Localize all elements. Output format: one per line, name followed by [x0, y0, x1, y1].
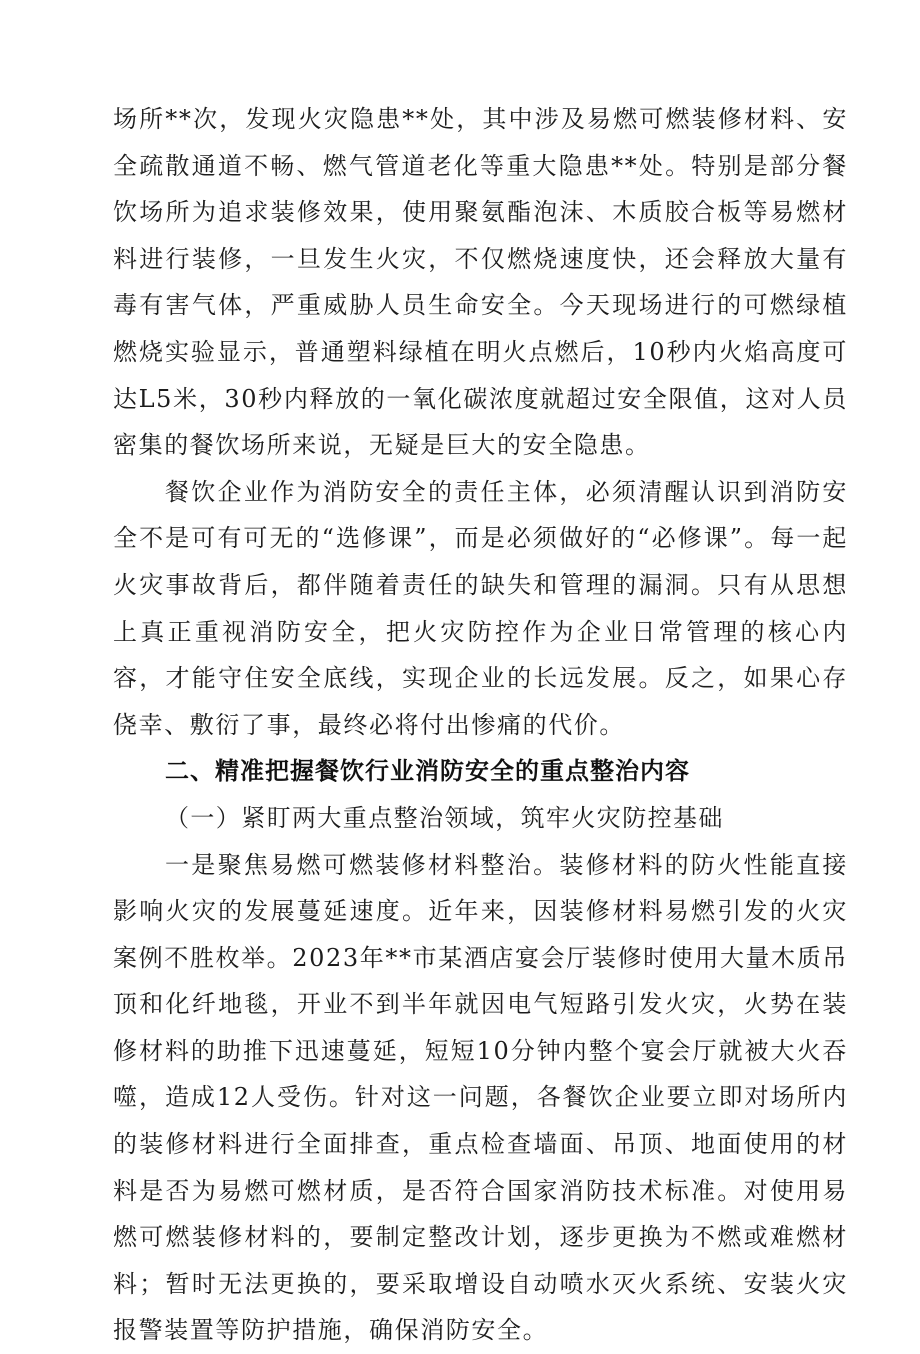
document-body: [113, 96, 848, 1354]
paragraph-responsibility: 餐饮企业作为消防安全的责任主体，必须清醒认识到消防安全不是可有可无的“选修课”，而是必须做好的“必修课”。每一起火灾事故背后，都伴随着责任的缺失和管理的漏洞。只有从思想上真正重视消防安全，把火灾防控作为企业日常管理的核心内容，才能守住安全底线，实现企业的长远发展。反之，如果心存侥幸、敷衍了事，最终必将付出惨痛的代价。: [113, 469, 848, 749]
paragraph-decoration-materials: 一是聚焦易燃可燃装修材料整治。装修材料的防火性能直接影响火灾的发展蔓延速度。近年来，因装修材料易燃引发的火灾案例不胜枚举。2023年**市某酒店宴会厅装修时使用大量木质吊顶和化纤地毯，开业不到半年就因电气短路引发火灾，火势在装修材料的助推下迅速蔓延，短短10分钟内整个宴会厅就被大火吞噬，造成12人受伤。针对这一问题，各餐饮企业要立即对场所内的装修材料进行全面排查，重点检查墙面、吊顶、地面使用的材料是否为易燃可燃材质，是否符合国家消防技术标准。对使用易燃可燃装修材料的，要制定整改计划，逐步更换为不燃或难燃材料；暂时无法更换的，要采取增设自动喷水灭火系统、安装火灾报警装置等防护措施，确保消防安全。: [113, 842, 848, 1354]
paragraph-fire-hazards: 场所**次，发现火灾隐患**处，其中涉及易燃可燃装修材料、安全疏散通道不畅、燃气管道老化等重大隐患**处。特别是部分餐饮场所为追求装修效果，使用聚氨酯泡沫、木质胶合板等易燃材料进行装修，一旦发生火灾，不仅燃烧速度快，还会释放大量有毒有害气体，严重威胁人员生命安全。今天现场进行的可燃绿植燃烧实验显示，普通塑料绿植在明火点燃后，10秒内火焰高度可达L5米，30秒内释放的一氧化碳浓度就超过安全限值，这对人员密集的餐饮场所来说，无疑是巨大的安全隐患。: [113, 96, 848, 469]
section-heading: 二、精准把握餐饮行业消防安全的重点整治内容: [113, 748, 848, 795]
subsection-heading: （一）紧盯两大重点整治领域，筑牢火灾防控基础: [113, 795, 848, 842]
